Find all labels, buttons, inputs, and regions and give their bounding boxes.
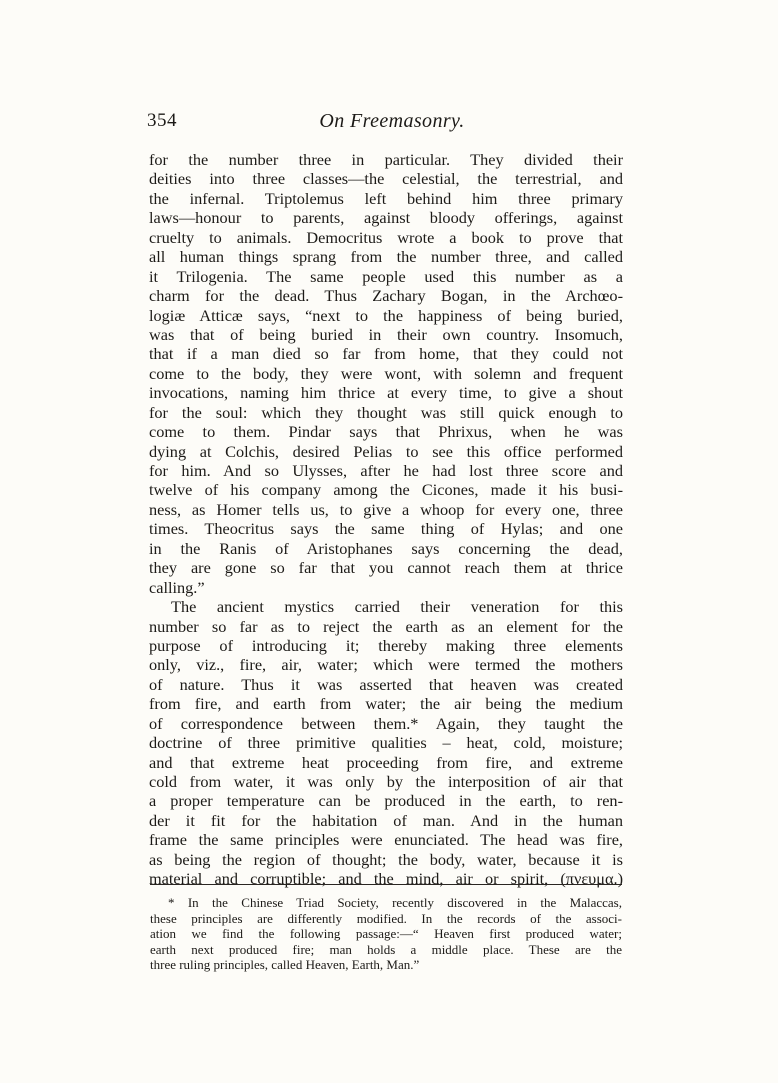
- body-line: as being the region of thought; the body, water, because it is: [149, 849, 623, 869]
- body-line: that if a man died so far from home, that they could not: [149, 344, 623, 364]
- body-line: calling.”: [149, 577, 205, 597]
- body-line: for the soul: which they thought was still quick enough to: [149, 402, 623, 422]
- footnote-rule: [150, 884, 622, 885]
- body-line: cruelty to animals. Democritus wrote a book to prove that: [149, 227, 623, 247]
- body-line: purpose of introducing it; thereby making three elements: [149, 635, 623, 655]
- running-title: On Freemasonry.: [319, 110, 465, 132]
- body-line: material and corruptible; and the mind, air or spirit, (πνευμα.): [149, 869, 623, 889]
- body-line: twelve of his company among the Cicones, made it his busi-: [149, 480, 623, 500]
- body-line: for the number three in particular. They divided their: [149, 150, 623, 169]
- body-line: they are gone so far that you cannot reach them at thrice: [149, 558, 623, 578]
- body-line: it Trilogenia. The same people used this number as a: [149, 266, 623, 286]
- body-line: in the Ranis of Aristophanes says concerning the dead,: [149, 538, 623, 558]
- body-line: laws—honour to parents, against bloody offerings, against: [149, 208, 623, 228]
- footnote: [150, 895, 622, 973]
- body-line: from fire, and earth from water; the air being the medium: [149, 694, 623, 714]
- body-line: come to them. Pindar says that Phrixus, when he was: [149, 422, 623, 442]
- body-line: was that of being buried in their own country. Insomuch,: [149, 324, 623, 344]
- body-line: dying at Colchis, desired Pelias to see this office performed: [149, 441, 623, 461]
- body-line: frame the same principles were enunciated. The head was fire,: [149, 830, 623, 850]
- body-line: of correspondence between them.* Again, they taught the: [149, 713, 623, 733]
- body-line: and that extreme heat proceeding from fire, and extreme: [149, 752, 623, 772]
- body-line: the infernal. Triptolemus left behind him three primary: [149, 188, 623, 208]
- body-line: come to the body, they were wont, with solemn and frequent: [149, 363, 623, 383]
- body-line: doctrine of three primitive qualities – heat, cold, moisture;: [149, 733, 623, 753]
- footnote-line: * In the Chinese Triad Society, recently discovered in the Malaccas,: [168, 895, 622, 910]
- body-line: times. Theocritus says the same thing of Hylas; and one: [149, 519, 623, 539]
- body-line: for him. And so Ulysses, after he had lost three score and: [149, 461, 623, 480]
- paragraph-start: The ancient mystics carried their veneration for this: [171, 597, 623, 617]
- body-line: of nature. Thus it was asserted that heaven was created: [149, 674, 623, 694]
- page-header: [147, 110, 637, 138]
- body-line: cold from water, it was only by the interposition of air that: [149, 772, 623, 791]
- footnote-line: ation we find the following passage:—“ Heaven first produced water;: [150, 926, 622, 942]
- footnote-line: earth next produced fire; man holds a middle place. These are the: [150, 941, 622, 957]
- body-line: only, viz., fire, air, water; which were termed the mothers: [149, 655, 623, 675]
- body-line: charm for the dead. Thus Zachary Bogan, in the Archœo-: [149, 286, 623, 306]
- footnote-line: these principles are differently modified. In the records of the associ-: [150, 910, 622, 926]
- page-number: 354: [147, 110, 177, 131]
- body-line: number so far as to reject the earth as an element for the: [149, 616, 623, 636]
- body-line: a proper temperature can be produced in the earth, to ren-: [149, 791, 623, 811]
- body-line: ness, as Homer tells us, to give a whoop for every one, three: [149, 499, 623, 519]
- body-line: logiæ Atticæ says, “next to the happiness of being buried,: [149, 305, 623, 325]
- body-line: der it fit for the habitation of man. And in the human: [149, 810, 623, 830]
- body-line: all human things sprang from the number three, and called: [149, 247, 623, 267]
- body-line: deities into three classes—the celestial, the terrestrial, and: [149, 169, 623, 189]
- footnote-line: three ruling principles, called Heaven, Earth, Man.”: [150, 957, 420, 973]
- body-line: invocations, naming him thrice at every time, to give a shout: [149, 383, 623, 403]
- body-text: [149, 150, 623, 889]
